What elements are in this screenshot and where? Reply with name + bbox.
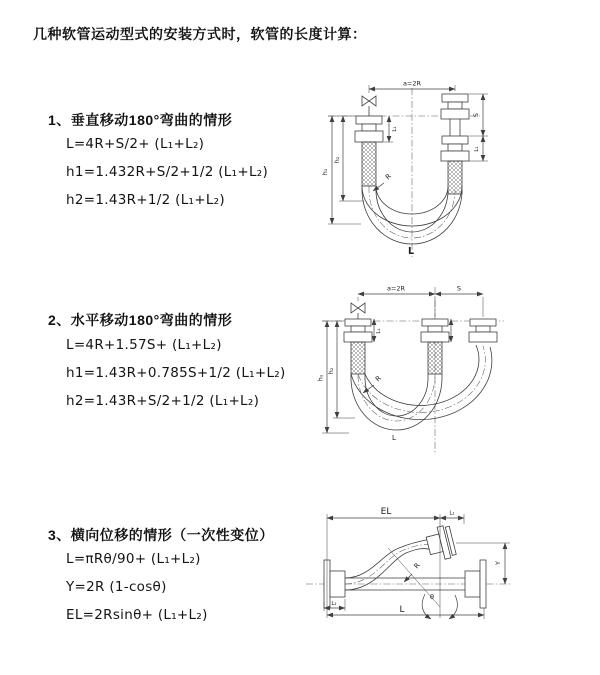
- section-2-heading: 2、水平移动180°弯曲的情形: [48, 312, 233, 328]
- dim-label-y: Y: [494, 561, 502, 565]
- dim-label-l1-left: L₁: [392, 126, 398, 132]
- radius-label: R: [383, 172, 393, 182]
- dim-label-h2: h₂: [327, 367, 335, 375]
- dim-label-h1: h₁: [321, 168, 329, 176]
- section-2-formula-h2: h2=1.43R+S/2+1/2 (L₁+L₂): [66, 393, 260, 409]
- dim-label-s: S: [472, 112, 480, 118]
- section-2-formula-L: L=4R+1.57S+ (L₁+L₂): [66, 337, 222, 353]
- dim-label-span: a=2R: [402, 79, 422, 88]
- diagram-lateral-displacement: [298, 498, 598, 663]
- braided-hose-section: [351, 342, 365, 374]
- section-1-heading: 1、垂直移动180°弯曲的情形: [48, 112, 233, 128]
- dim-label-l1: L₁: [376, 328, 382, 334]
- braided-hose-section: [428, 342, 442, 374]
- dim-label-l1: L₁: [474, 146, 480, 152]
- section-1-formula-h2: h2=1.43R+1/2 (L₁+L₂): [66, 192, 225, 208]
- diagram-horizontal-180-bend: [312, 281, 600, 461]
- section-3-formula-L: L=πRθ/90+ (L₁+L₂): [66, 551, 201, 567]
- section-3-heading: 3、横向位移的情形（一次性变位）: [48, 527, 274, 543]
- section-1-formula-L: L=4R+S/2+ (L₁+L₂): [66, 136, 205, 152]
- section-1-formula-h1: h1=1.432R+S/2+1/2 (L₁+L₂): [66, 164, 269, 180]
- radius-label: R: [373, 374, 383, 384]
- valve-icon: [351, 303, 365, 313]
- section-3-formula-Y: Y=2R (1-cosθ): [66, 579, 167, 595]
- braided-hose-section: [362, 142, 376, 186]
- braided-hose-section: [448, 161, 462, 194]
- section-2-formula-h1: h1=1.43R+0.785S+1/2 (L₁+L₂): [66, 365, 286, 381]
- dim-label-span: a=2R: [386, 284, 406, 293]
- angle-label: θ: [430, 593, 434, 601]
- dim-label-h2: h₂: [333, 156, 341, 164]
- dim-label-h1: h₁: [316, 374, 325, 382]
- tilted-flange: [424, 524, 456, 562]
- length-label: L: [408, 246, 415, 257]
- valve-icon: [362, 96, 376, 106]
- length-label: L: [399, 605, 405, 615]
- dim-label-s: S: [456, 284, 462, 293]
- dim-label-l1-top: L₁: [449, 510, 455, 517]
- dim-label-l1-bottom: L₁: [331, 601, 337, 607]
- dim-label-el: EL: [380, 507, 392, 517]
- length-label: L: [392, 434, 396, 442]
- radius-label: R: [412, 561, 422, 571]
- diagram-vertical-180-bend: [312, 76, 600, 261]
- section-3-formula-EL: EL=2Rsinθ+ (L₁+L₂): [66, 607, 208, 623]
- page-title: 几种软管运动型式的安装方式时，软管的长度计算：: [33, 26, 367, 42]
